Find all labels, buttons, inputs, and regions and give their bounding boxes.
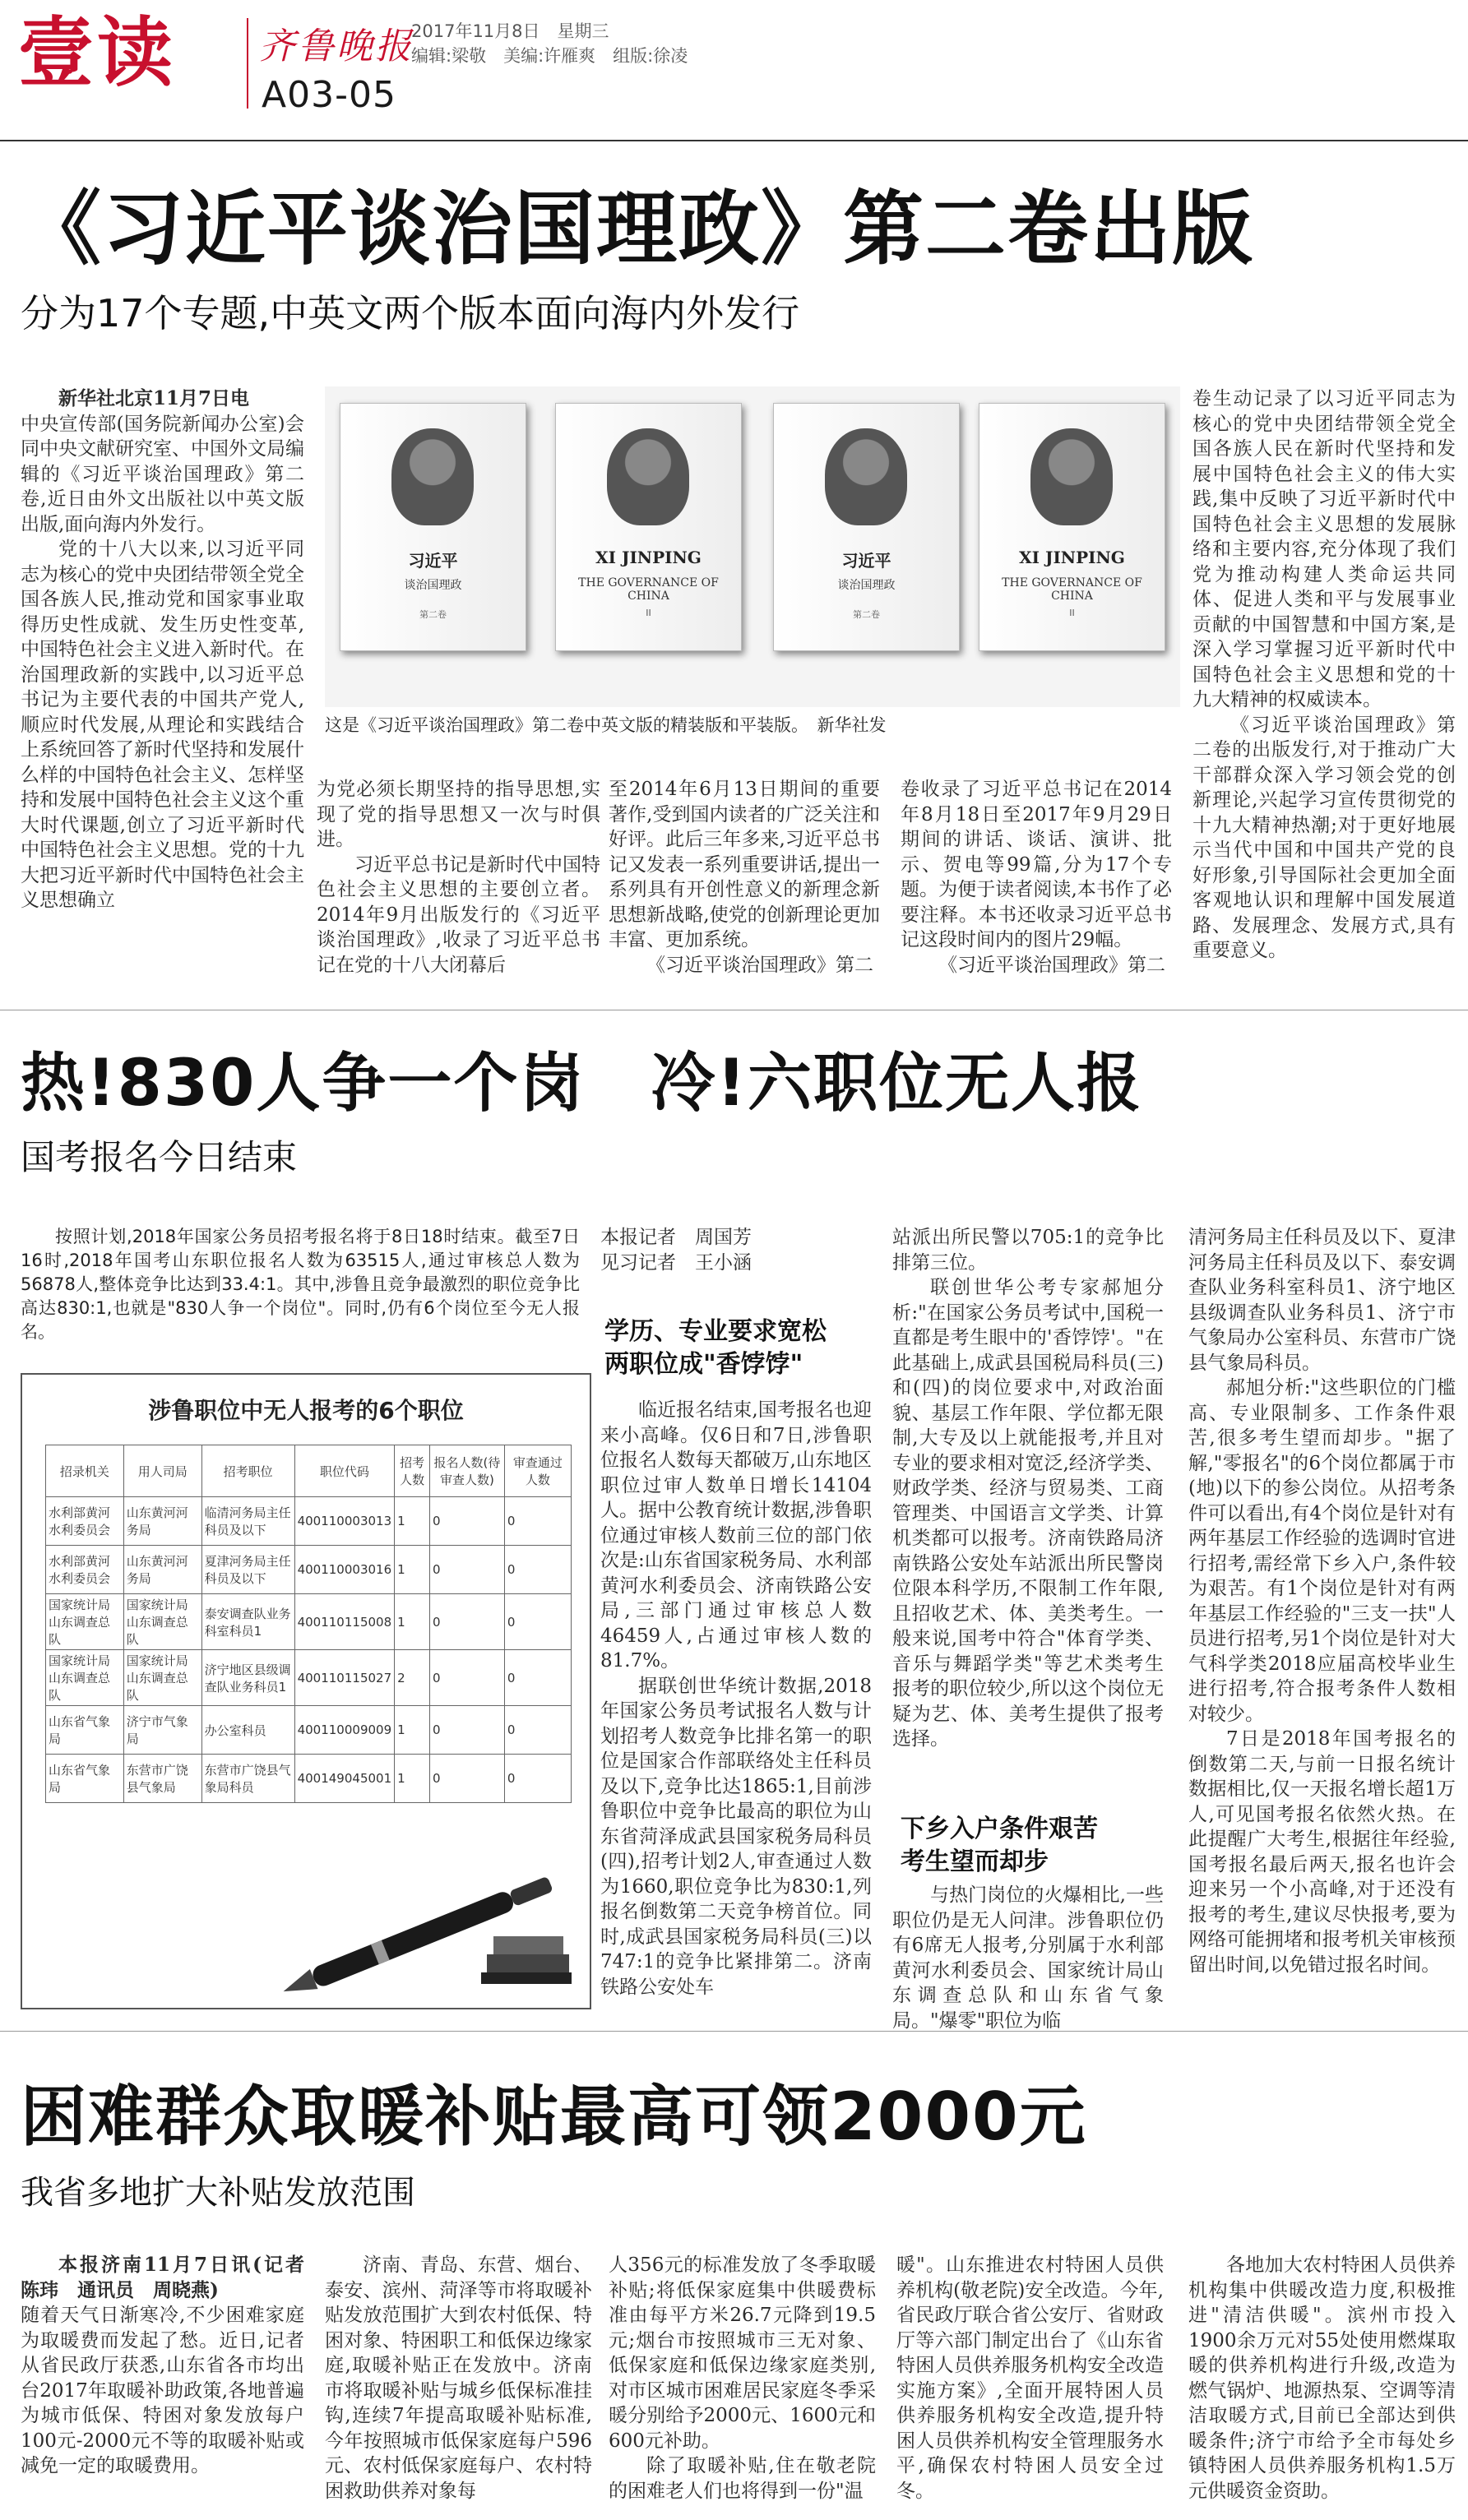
table-row [46, 1706, 572, 1755]
date-line: 2017年11月8日 星期三 [411, 21, 609, 41]
table-cell: 山东黄河河务局 [123, 1546, 201, 1594]
table-cell: 泰安调查队业务科室科员1 [201, 1594, 294, 1650]
table-cell: 400110009009 [294, 1706, 395, 1755]
table-cell: 国家统计局山东调查总队 [46, 1650, 124, 1706]
story1-col1-text-2: 党的十八大以来,以习近平同志为核心的党中央团结带领全党全国各族人民,推动党和国家事业取得历史性成就、发生历史性变革,中国特色社会主义进入新时代。在治国理政新的实践中,以习近平总书记为主要代表的中国共产党人,顺应时代发展,从理论和实践结合上系统回答了新时代坚持和发展什么样的中国特色社会主义、怎样坚持和发展中国特色社会主义这个重大时代课题,创立了习近平新时代中国特色社会主义思想。党的十九大把习近平新时代中国特色社会主义思想确立 [21, 539, 304, 911]
table-cell: 0 [430, 1594, 505, 1650]
story2-lead [21, 1225, 580, 1361]
story3-byline: 本报济南11月7日讯(记者 陈玮 通讯员 周晓燕) [21, 2254, 323, 2301]
portrait-icon [607, 428, 689, 525]
table-cell: 400110115027 [294, 1650, 395, 1706]
table-cell: 0 [430, 1650, 505, 1706]
book-title: XI JINPING [1019, 548, 1125, 567]
table-cell: 1 [395, 1497, 430, 1546]
table-cell: 水利部黄河水利委员会 [46, 1497, 124, 1546]
book-subtitle: THE GOVERNANCE OF CHINA [578, 576, 719, 603]
table-title: 涉鲁职位中无人报考的6个职位 [148, 1397, 464, 1424]
story3-col4-text: 暖"。山东推进农村特困人员供养机构(敬老院)安全改造。今年,省民政厅联合省公安厅、省财政厅等六部门制定出台了《山东省特困人员供养服务机构安全改造实施方案》,全面开展特困人员供养服务机构安全改造,提升特困人员供养机构安全管理服务水平,确保农村特困人员安全过冬。 [896, 2254, 1164, 2502]
table-cell: 水利部黄河水利委员会 [46, 1546, 124, 1594]
book-volume: II [1069, 608, 1075, 618]
story2-column-2 [892, 1225, 1164, 1805]
table-cell: 0 [504, 1497, 571, 1546]
story1-col2-text-2: 习近平总书记是新时代中国特色社会主义思想的主要创立者。2014年9月出版发行的《习近平谈治国理政》,收录了习近平总书记在党的十八大闭幕后 [317, 853, 600, 976]
table-cell: 1 [395, 1546, 430, 1594]
book-subtitle: 谈治国理政 [837, 579, 896, 592]
story2-column-2b [892, 1883, 1164, 2032]
table-header: 职位代码 [294, 1445, 395, 1497]
story2-col2-text: 站派出所民警以705:1的竞争比排第三位。 [892, 1227, 1164, 1274]
table-cell: 0 [504, 1650, 571, 1706]
story1-headline: 《习近平谈治国理政》第二卷出版 [21, 183, 1255, 276]
table-cell: 山东省气象局 [46, 1755, 124, 1803]
story3-col3-text: 人356元的标准发放了冬季取暖补贴;将低保家庭集中供暖费标准由每平方米26.7元降到19.5元;烟台市按照城市三无对象、低保家庭和低保边缘家庭类别,对市区城市困难居民家庭冬季采暖分别给予2000元、1600元和600元补助。 [609, 2254, 876, 2452]
table-header: 招考人数 [395, 1445, 430, 1497]
book-title: XI JINPING [595, 548, 702, 567]
story1-col4-text-2: 《习近平谈治国理政》第二 [938, 954, 1165, 976]
story2-col2-text-2: 联创世华公考专家郝旭分析:"在国家公务员考试中,国税一直都是考生眼中的'香饽饽'。"在此基础上,成武县国税局科员(三)和(四)的岗位要求中,对政治面貌、基层工作年限、学位都无限制,大专及以上就能报考,并且对专业的要求相对宽泛,经济学类、财政学类、经济与贸易类、工商管理类、中国语言文学类、计算机类都可以报考。济南铁路局济南铁路公安处车站派出所民警岗位限本科学历,不限制工作年限,且招收艺术、体、美类考生。一般来说,国考中符合"体育学类、音乐与舞蹈学类"等艺术类考生报考的职位较少,所以这个岗位无疑为艺、体、美考生提供了报考选择。 [892, 1277, 1164, 1750]
story2-col1-text: 临近报名结束,国考报名也迎来小高峰。仅6日和7日,涉鲁职位报名人数每天都破万,山东地区职位过审人数单日增长14104人。据中公教育统计数据,涉鲁职位通过审核人数前三位的部门依次是:山东省国家税务局、水利部黄河水利委员会、济南铁路公安局,三部门通过审核总人数46459人,占通过审核人数的81.7%。 [600, 1399, 872, 1672]
story2-col3-text: 清河务局主任科员及以下、夏津河务局主任科员及以下、泰安调查队业务科室科员1、济宁地区县级调查队业务科员1、济宁市气象局办公室科员、东营市广饶县气象局科员。 [1188, 1227, 1456, 1374]
table-header: 用人司局 [123, 1445, 201, 1497]
story3-subhead: 我省多地扩大补贴发放范围 [21, 2174, 415, 2212]
story1-column-2 [317, 777, 600, 983]
story2-col3-text-3: 7日是2018年国考报名的倒数第二天,与前一日报名统计数据相比,仅一天报名增长超1万人,可见国考报名依然火热。在此提醒广大考生,根据往年经验,国考报名最后两天,报名也许会迎来另一个小高峰,对于还没有报考的考生,建议尽快报考,要为网络可能拥堵和报考机关审核预留出时间,以免错过报名时间。 [1188, 1728, 1456, 1976]
table-cell: 1 [395, 1706, 430, 1755]
story3-col5-text: 各地加大农村特困人员供养机构集中供暖改造力度,积极推进"清洁供暖"。滨州市投入1900余万元对55处使用燃煤取暖的供养机构进行升级,改造为燃气锅炉、地源热泵、空调等清洁取暖方式,目前已全部达到供暖条件;济宁市给予全市每处乡镇特困人员供养服务机构1.5万元供暖资金资助。 [1188, 2254, 1456, 2502]
portrait-icon [1030, 428, 1113, 525]
table-cell: 济宁地区县级调查队业务科员1 [201, 1650, 294, 1706]
table-cell: 0 [430, 1546, 505, 1594]
story1-column-4 [901, 777, 1172, 983]
table-row [46, 1650, 572, 1706]
book-cover [773, 403, 960, 651]
section-divider [0, 2031, 1468, 2032]
story3-column-1 [21, 2253, 323, 2512]
table-cell: 国家统计局山东调查总队 [46, 1594, 124, 1650]
story2-side-head-2: 下乡入户条件艰苦 考生望而却步 [901, 1815, 1098, 1876]
book-title: 习近平 [408, 551, 458, 571]
reporter-line: 本报记者 周国芳 [600, 1227, 752, 1248]
story3-col2-text: 济南、青岛、东营、烟台、泰安、滨州、菏泽等市将取暖补贴发放范围扩大到农村低保、特困对象、特困职工和低保边缘家庭,取暖补贴正在发放中。济南市将取暖补贴与城乡低保标准挂钩,连续7年提高取暖补贴标准,今年按照城市低保家庭每户596元、农村低保家庭每户、农村特困救助供养对象每 [325, 2254, 592, 2502]
table-cell: 临清河务局主任科员及以下 [201, 1497, 294, 1546]
story3-column-4 [896, 2253, 1164, 2512]
table-header: 招考职位 [201, 1445, 294, 1497]
table-cell: 山东省气象局 [46, 1706, 124, 1755]
fountain-pen-icon [271, 1879, 576, 1986]
story3-col1-text: 随着天气日渐寒冷,不少困难家庭为取暖费而发起了愁。近日,记者从省民政厅获悉,山东省各市均出台2017年取暖补助政策,各地普遍为城市低保、特困对象发放每户100元-2000元不等的取暖补贴或减免一定的取暖费用。 [21, 2305, 304, 2476]
table-cell: 夏津河务局主任科员及以下 [201, 1546, 294, 1594]
story1-subhead: 分为17个专题,中英文两个版本面向海内外发行 [21, 291, 800, 335]
table-cell: 济宁市气象局 [123, 1706, 201, 1755]
story1-column-5 [1192, 386, 1456, 983]
book-cover [555, 403, 742, 651]
table-row [46, 1755, 572, 1803]
book-volume: II [646, 608, 651, 618]
book-subtitle: THE GOVERNANCE OF CHINA [1002, 576, 1142, 603]
book-subtitle: 谈治国理政 [404, 579, 462, 592]
book-cover [340, 403, 526, 651]
section-title: 壹读 [18, 9, 177, 97]
table-cell: 东营市广饶县气象局 [123, 1755, 201, 1803]
story2-side-head-1: 学历、专业要求宽松 两职位成"香饽饽" [604, 1317, 827, 1379]
story3-col3-text-2: 除了取暖补贴,住在敬老院的困难老人们也将得到一份"温 [609, 2455, 876, 2502]
table-cell: 国家统计局山东调查总队 [123, 1650, 201, 1706]
story3-column-5 [1188, 2253, 1456, 2512]
table-cell: 2 [395, 1650, 430, 1706]
table-cell: 400110003016 [294, 1546, 395, 1594]
reporter-line: 见习记者 王小涵 [600, 1251, 752, 1274]
masthead-rule [0, 140, 1468, 141]
story3-headline: 困难群众取暖补贴最高可领2000元 [21, 2078, 1087, 2155]
table-cell: 0 [430, 1706, 505, 1755]
table-cell: 1 [395, 1755, 430, 1803]
story2-col1-text-2: 据联创世华统计数据,2018年国家公务员考试报名人数与计划招考人数竞争比排名第一的职位是国家合作部联络处主任科员及以下,竞争比达1865:1,目前涉鲁职位中竞争比最高的职位为山东省菏泽成武县国家税务局科员(四),招考计划2人,审查通过人数为1660,职位竞争比为830:1,列报名倒数第二天竞争榜首位。同时,成武县国家税务局科员(三)以747:1的竞争比紧排第二。济南铁路公安处车 [600, 1675, 872, 1998]
table-header-row [46, 1445, 572, 1497]
page-code: A03-05 [262, 74, 396, 116]
story1-col4-text: 卷收录了习近平总书记在2014年8月18日至2017年9月29日期间的讲话、谈话、演讲、批示、贺电等99篇,分为17个专题。为便于读者阅读,本书作了必要注释。本书还收录习近平总书记这段时间内的图片29幅。 [901, 779, 1172, 950]
story2-column-1 [600, 1398, 872, 2006]
story2-lead-text: 按照计划,2018年国家公务员招考报名将于8日18时结束。截至7日16时,2018年国考山东职位报名人数为63515人,通过审核总人数为56878人,整体竞争比达到33.4:1。其中,涉鲁且竞争最激烈的职位竞争比高达830:1,也就是"830人争一个岗位"。同时,仍有6个岗位至今无人报名。 [21, 1227, 580, 1342]
table-cell: 办公室科员 [201, 1706, 294, 1755]
photo-caption: 这是《习近平谈治国理政》第二卷中英文版的精装版和平装版。 新华社发 [325, 715, 887, 735]
masthead-divider [247, 18, 248, 109]
story1-col1-text: 中央宣传部(国务院新闻办公室)会同中央文献研究室、中国外文局编辑的《习近平谈治国理政》第二卷,近日由外文出版社以中英文版出版,面向海内外发行。 [21, 413, 304, 535]
table-cell: 东营市广饶县气象局科员 [201, 1755, 294, 1803]
portrait-icon [391, 428, 474, 525]
story3-column-3 [609, 2253, 876, 2512]
story2-col3-text-2: 郝旭分析:"这些职位的门槛高、专业限制多、工作条件艰苦,很多考生望而却步。"据了解,"零报名"的6个岗位都属于市(地)以下的参公岗位。从招考条件可以看出,有4个岗位是针对有两年基层工作经验的选调时官进行招考,需经常下乡入户,条件较为艰苦。有1个岗位是针对有两年基层工作经验的"三支一扶"人员进行招考,另1个岗位是针对大气科学类2018应届高校毕业生进行招考,符合报考条件人数相对较少。 [1188, 1377, 1456, 1725]
table-cell: 山东黄河河务局 [123, 1497, 201, 1546]
story2-column-3 [1188, 1225, 1456, 2006]
table-cell: 0 [504, 1755, 571, 1803]
story1-col3-text-2: 《习近平谈治国理政》第二 [646, 954, 873, 976]
story2-subhead: 国考报名今日结束 [21, 1137, 298, 1177]
table-cell: 400110003013 [294, 1497, 395, 1546]
table-row [46, 1594, 572, 1650]
story2-col2-text-3: 与热门岗位的火爆相比,一些职位仍是无人问津。涉鲁职位仍有6席无人报考,分别属于水利部黄河水利委员会、国家统计局山东调查总队和山东省气象局。"爆零"职位为临 [892, 1884, 1164, 2032]
story1-col2-text: 为党必须长期坚持的指导思想,实现了党的指导思想又一次与时俱进。 [317, 779, 600, 850]
story3-column-2 [325, 2253, 592, 2512]
table-row [46, 1546, 572, 1594]
story1-column-3 [609, 777, 880, 983]
portrait-icon [825, 428, 907, 525]
table-cell: 0 [504, 1546, 571, 1594]
table-cell: 0 [430, 1497, 505, 1546]
table-cell: 0 [504, 1594, 571, 1650]
book-volume: 第二卷 [419, 609, 447, 620]
editor-line: 编辑:梁敬 美编:许雁爽 组版:徐凌 [411, 46, 688, 66]
table-cell: 国家统计局山东调查总队 [123, 1594, 201, 1650]
table-row [46, 1497, 572, 1546]
book-title: 习近平 [841, 551, 891, 571]
table-header: 招录机关 [46, 1445, 124, 1497]
story1-column-1 [21, 386, 304, 978]
story1-col5-text-2: 《习近平谈治国理政》第二卷的出版发行,对于推动广大干部群众深入学习领会党的创新理论,兴起学习宣传贯彻党的十九大精神热潮;对于更好地展示当代中国和中国共产党的良好形象,引导国际社会更加全面客观地认识和理解中国发展道路、发展理念、发展方式,具有重要意义。 [1192, 714, 1456, 961]
story1-col3-text: 至2014年6月13日期间的重要著作,受到国内读者的广泛关注和好评。此后三年多来,习近平总书记又发表一系列重要讲话,提出一系列具有开创性意义的新理念新思想新战略,使党的创新理论更加丰富、更加系统。 [609, 779, 880, 950]
book-photo [325, 386, 1180, 707]
table-cell: 400110115008 [294, 1594, 395, 1650]
table-cell: 400149045001 [294, 1755, 395, 1803]
story2-headline: 热!830人争一个岗 冷!六职位无人报 [21, 1047, 1142, 1121]
table-cell: 0 [504, 1706, 571, 1755]
vacant-posts-table [45, 1445, 572, 1803]
table-header: 报名人数(待审查人数) [430, 1445, 505, 1497]
table-cell: 0 [430, 1755, 505, 1803]
book-cover [979, 403, 1165, 651]
paper-name: 齐鲁晚报 [259, 25, 414, 67]
table-header: 审查通过人数 [504, 1445, 571, 1497]
story1-byline: 新华社北京11月7日电 [58, 387, 250, 409]
book-volume: 第二卷 [853, 609, 880, 620]
table-cell: 1 [395, 1594, 430, 1650]
story1-col5-text: 卷生动记录了以习近平同志为核心的党中央团结带领全党全国各族人民在新时代坚持和发展中国特色社会主义的伟大实践,集中反映了习近平新时代中国特色社会主义思想的发展脉络和主要内容,充分体现了我们党为推动构建人类命运共同体、促进人类和平与发展事业贡献的中国智慧和中国方案,是深入学习掌握习近平新时代中国特色社会主义思想和党的十九大精神的权威读本。 [1192, 388, 1456, 710]
